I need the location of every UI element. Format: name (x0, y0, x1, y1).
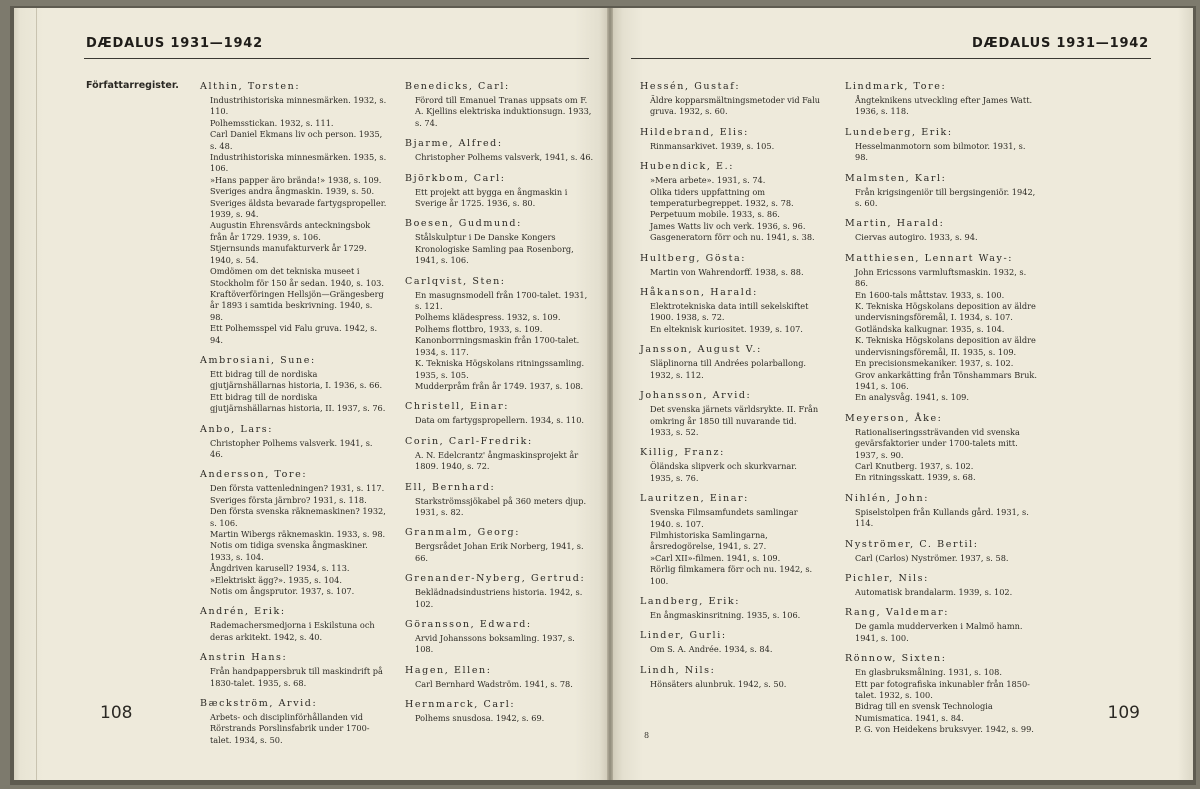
index-entry (405, 400, 595, 426)
article-reference: Polhemsstickan. 1932, s. 111. (210, 117, 334, 128)
page-number-left: 108 (100, 703, 133, 723)
article-reference: »Carl XII»-filmen. 1941, s. 109. (650, 552, 781, 563)
article-reference: Industrihistoriska minnesmärken. 1935, s. 106. (210, 152, 387, 174)
article-reference: Elektrotekniska data intill sekelskiftet 1900. 1938, s. 72. (650, 301, 809, 323)
article-reference: Beklädnadsindustriens historia. 1942, s. 102. (415, 587, 583, 609)
index-entry (845, 652, 1041, 735)
author-name: Rönnow, Sixten: (845, 653, 947, 665)
article-reference: K. Tekniska Högskolans deposition av äldre undervisningsföremål, II. 1935, s. 109. (855, 335, 1036, 357)
article-reference: Notis om ångsprutor. 1937, s. 107. (210, 586, 355, 597)
article-reference: Äldre kopparsmältningsmetoder vid Falu gruva. 1932, s. 60. (650, 95, 821, 117)
author-name: Hildebrand, Elis: (640, 126, 749, 138)
index-column-1 (200, 80, 388, 754)
index-entry (405, 172, 595, 210)
index-entry (640, 664, 821, 690)
index-entry (640, 446, 821, 484)
article-reference: Det svenska järnets världsrykte. II. Från omkring år 1850 till nuvarande tid. 1933, s. 52. (650, 404, 819, 437)
article-reference: En analysvåg. 1941, s. 109. (855, 392, 969, 403)
article-reference: John Ericssons varmluftsmaskin. 1932, s. 86. (855, 266, 1027, 289)
article-reference: Carl Bernhard Wadström. 1941, s. 78. (415, 678, 573, 689)
article-reference: Martin von Wahrendorff. 1938, s. 88. (650, 266, 804, 277)
article-reference: En 1600-tals måttstav. 1933, s. 100. (855, 289, 1005, 300)
author-name: Meyerson, Åke: (845, 412, 943, 424)
index-entry (405, 572, 595, 610)
article-reference: Gasgeneratorn förr och nu. 1941, s. 38. (650, 232, 815, 243)
index-entry (200, 80, 388, 346)
index-entry (200, 605, 388, 643)
article-reference: Kanonborrningsmaskin från 1700-talet. 1934, s. 117. (415, 335, 580, 357)
article-reference: Kraftöverföringen Hellsjön—Grängesberg år 1893 i samtida beskrivning. 1940, s. 98. (210, 288, 384, 322)
article-reference: Hönsäters alunbruk. 1942, s. 50. (650, 678, 787, 689)
index-entry (845, 492, 1041, 530)
index-entry (405, 137, 595, 163)
article-reference: Notis om tidiga svenska ångmaskiner. 1933, s. 104. (210, 540, 368, 562)
author-name: Jansson, August V.: (640, 344, 762, 356)
article-reference: Starkströmssjökabel på 360 meters djup. 1931, s. 82. (415, 495, 587, 517)
article-reference: Automatisk brandalarm. 1939, s. 102. (855, 586, 1013, 597)
article-reference: Carl Daniel Ekmans liv och person. 1935, s. 48. (210, 129, 383, 151)
index-entry (405, 275, 595, 393)
article-reference: Christopher Polhems valsverk. 1941, s. 46. (210, 437, 373, 459)
index-entry (640, 595, 821, 621)
article-reference: K. Tekniska Högskolans ritningssamling. 1935, s. 105. (415, 358, 585, 380)
index-entry (200, 697, 388, 746)
index-column-3 (640, 80, 821, 698)
article-reference: En glasbruksmålning. 1931, s. 108. (855, 667, 1002, 678)
index-entry (845, 538, 1041, 564)
index-entry (845, 572, 1041, 598)
article-reference: Polhems flottbro, 1933, s. 109. (415, 323, 543, 334)
author-name: Göransson, Edward: (405, 618, 532, 630)
header-rule-left (84, 58, 589, 59)
index-entry (845, 217, 1041, 243)
index-entry (405, 481, 595, 519)
article-reference: Ett Polhemsspel vid Falu gruva. 1942, s. 94. (210, 323, 378, 345)
article-reference: Polhems klädespress. 1932, s. 109. (415, 312, 561, 323)
article-reference: Augustin Ehrensvärds anteckningsbok från år 1729. 1939, s. 106. (210, 220, 371, 242)
article-reference: Öländska slipverk och skurkvarnar. 1935, s. 76. (650, 461, 797, 483)
article-reference: Sveriges första järnbro? 1931, s. 118. (210, 494, 367, 505)
article-reference: Stålskulptur i De Danske Kongers Kronologiske Samling paa Rosenborg, 1941, s. 106. (415, 232, 574, 266)
index-entry (405, 664, 595, 690)
article-reference: Omdömen om det tekniska museet i Stockholm för 150 år sedan. 1940, s. 103. (210, 266, 384, 288)
article-reference: »Hans papper äro brända!» 1938, s. 109. (210, 174, 382, 185)
index-entry (845, 172, 1041, 210)
author-name: Nyströmer, C. Bertil: (845, 538, 979, 550)
index-entry (200, 423, 388, 461)
index-column-2 (405, 80, 595, 733)
article-reference: Carl Knutberg. 1937, s. 102. (855, 460, 974, 471)
signature-mark: 8 (644, 731, 650, 740)
index-entry (640, 389, 821, 438)
running-header-left: DÆDALUS 1931—1942 (86, 36, 263, 51)
author-name: Benedicks, Carl: (405, 81, 510, 92)
article-reference: Martin Wibergs räknemaskin. 1933, s. 98. (210, 529, 386, 539)
author-name: Johansson, Arvid: (640, 390, 752, 402)
author-name: Hagen, Ellen: (405, 664, 492, 676)
author-name: Carlqvist, Sten: (405, 275, 506, 287)
article-reference: Rinmansarkivet. 1939, s. 105. (650, 140, 775, 151)
article-reference: Arbets- och disciplinförhållanden vid Rörstrands Porslinsfabrik under 1700-talet. 1934, s. 50. (210, 712, 370, 745)
index-entry (200, 651, 388, 689)
left-page (14, 8, 607, 780)
index-entry (640, 492, 821, 587)
article-reference: Bidrag till en svensk Technologia Numismatica. 1941, s. 84. (855, 701, 993, 723)
article-reference: A. N. Edelcrantz' ångmaskinsprojekt år 1809. 1940, s. 72. (415, 449, 579, 472)
index-entry (640, 252, 821, 278)
author-name: Bjarme, Alfred: (405, 138, 503, 150)
author-name: Pichler, Nils: (845, 572, 929, 584)
article-reference: Sveriges andra ångmaskin. 1939, s. 50. (210, 186, 375, 197)
article-reference: Ångdriven karusell? 1934, s. 113. (210, 563, 350, 574)
article-reference: Olika tiders uppfattning om temperaturbegreppet. 1932, s. 78. (650, 186, 794, 209)
article-reference: Ett par fotografiska inkunabler från 1850-talet. 1932, s. 100. (855, 678, 1030, 700)
index-entry (200, 354, 388, 415)
index-column-4 (845, 80, 1041, 744)
author-name: Hubendick, E.: (640, 161, 735, 173)
author-name: Andersson, Tore: (200, 469, 308, 481)
article-reference: Ett bidrag till de nordiska gjutjärnshällarnas historia, II. 1937, s. 76. (210, 391, 386, 414)
article-reference: Industrihistoriska minnesmärken. 1932, s. 110. (210, 95, 387, 117)
index-entry (200, 468, 388, 597)
index-entry (845, 606, 1041, 644)
author-name: Boesen, Gudmund: (405, 218, 522, 230)
article-reference: K. Tekniska Högskolans deposition av äldre undervisningsföremål, I. 1934, s. 107. (855, 301, 1036, 323)
index-entry (845, 126, 1041, 164)
article-reference: En elteknisk kuriositet. 1939, s. 107. (650, 323, 803, 334)
article-reference: Grov ankarkätting från Tönshammars Bruk. 1941, s. 106. (855, 369, 1037, 391)
author-name: Anstrin Hans: (200, 652, 288, 664)
article-reference: En ritningsskatt. 1939, s. 68. (855, 472, 976, 483)
right-page (613, 8, 1193, 780)
author-name: Lundeberg, Erik: (845, 126, 953, 138)
author-name: Rang, Valdemar: (845, 607, 950, 619)
article-reference: P. G. von Heidekens bruksvyer. 1942, s. 99. (855, 724, 1034, 735)
article-reference: Ciervas autogiro. 1933, s. 94. (855, 232, 978, 243)
author-name: Linder, Gurli: (640, 630, 727, 642)
article-reference: En ångmaskinsritning. 1935, s. 106. (650, 609, 801, 620)
author-name: Lauritzen, Einar: (640, 493, 749, 505)
article-reference: Spiselstolpen från Kullands gård. 1931, s. 114. (855, 506, 1029, 529)
index-entry (640, 286, 821, 335)
author-name: Killig, Franz: (640, 447, 725, 459)
article-reference: Rationaliseringssträvanden vid svenska gevärsfaktorier under 1700-talets mitt. 1937, s. 90. (855, 426, 1020, 460)
author-name: Landberg, Erik: (640, 595, 741, 607)
article-reference: En masugnsmodell från 1700-talet. 1931, s. 121. (415, 289, 588, 312)
article-reference: Ett projekt att bygga en ångmaskin i Sverige år 1725. 1936, s. 80. (415, 186, 568, 209)
author-name: Christell, Einar: (405, 401, 510, 413)
index-entry (845, 412, 1041, 484)
article-reference: Rörlig filmkamera förr och nu. 1942, s. 100. (650, 564, 813, 586)
author-name: Martin, Harald: (845, 218, 945, 230)
article-reference: Carl (Carlos) Nyströmer. 1937, s. 58. (855, 552, 1009, 563)
article-reference: Polhems snusdosa. 1942, s. 69. (415, 713, 545, 724)
page-number-right: 109 (1107, 703, 1140, 723)
article-reference: Mudderpråm från år 1749. 1937, s. 108. (415, 380, 584, 391)
author-name: Granmalm, Georg: (405, 527, 521, 539)
article-reference: James Watts liv och verk. 1936, s. 96. (650, 220, 806, 231)
index-entry (405, 217, 595, 266)
index-entry (405, 618, 595, 656)
article-reference: Förord till Emanuel Tranas uppsats om F. A. Kjellins elektriska induktionsugn. 1933, s. 74. (415, 95, 592, 128)
article-reference: Rademachersmedjorna i Eskilstuna och deras arkitekt. 1942, s. 40. (210, 620, 375, 642)
author-name: Ell, Bernhard: (405, 481, 496, 493)
article-reference: »Elektriskt ägg?». 1935, s. 104. (210, 574, 342, 585)
author-name: Andrén, Erik: (200, 606, 286, 618)
article-reference: Från handpappersbruk till maskindrift på 1830-talet. 1935, s. 68. (210, 666, 383, 688)
author-name: Lindmark, Tore: (845, 81, 947, 92)
article-reference: Christopher Polhems valsverk, 1941, s. 46. (415, 152, 594, 163)
index-entry (640, 160, 821, 243)
article-reference: Den första vattenledningen? 1931, s. 117. (210, 483, 385, 494)
index-entry (405, 80, 595, 129)
index-entry (405, 698, 595, 724)
article-reference: Data om fartygspropellern. 1934, s. 110. (415, 415, 585, 426)
author-name: Althin, Torsten: (200, 81, 301, 92)
author-name: Grenander-Nyberg, Gertrud: (405, 573, 586, 585)
author-name: Matthiesen, Lennart Way-: (845, 252, 1014, 264)
header-rule-right (631, 58, 1151, 59)
author-name: Malmsten, Karl: (845, 172, 947, 184)
section-label: Författarregister. (86, 80, 179, 91)
article-reference: En precisionsmekaniker. 1937, s. 102. (855, 358, 1014, 369)
author-name: Ambrosiani, Sune: (200, 354, 316, 366)
article-reference: Sveriges äldsta bevarade fartygspropeller. 1939, s. 94. (210, 197, 387, 220)
article-reference: Perpetuum mobile. 1933, s. 86. (650, 209, 780, 220)
article-reference: Ett bidrag till de nordiska gjutjärnshällarnas historia, I. 1936, s. 66. (210, 368, 383, 391)
article-reference: Stjernsunds manufakturverk år 1729. 1940, s. 54. (210, 243, 367, 265)
author-name: Nihlén, John: (845, 492, 930, 504)
article-reference: Från krigsingeniör till bergsingeniör. 1942, s. 60. (855, 186, 1036, 209)
article-reference: De gamla mudderverken i Malmö hamn. 1941, s. 100. (855, 621, 1023, 643)
article-reference: Om S. A. Andrée. 1934, s. 84. (650, 644, 773, 655)
page-edge-line (36, 8, 37, 780)
article-reference: Bergsrådet Johan Erik Norberg, 1941, s. 66. (415, 541, 584, 563)
article-reference: »Mera arbete». 1931, s. 74. (650, 175, 766, 186)
author-name: Håkanson, Harald: (640, 287, 758, 299)
index-entry (845, 252, 1041, 404)
index-entry (845, 80, 1041, 118)
article-reference: Gotländska kalkugnar. 1935, s. 104. (855, 323, 1005, 334)
author-name: Björkbom, Carl: (405, 172, 506, 184)
index-entry (405, 526, 595, 564)
index-entry (405, 435, 595, 473)
running-header-right: DÆDALUS 1931—1942 (972, 36, 1149, 51)
author-name: Hessén, Gustaf: (640, 81, 741, 92)
article-reference: Släplinorna till Andrées polarballong. 1932, s. 112. (650, 358, 807, 380)
article-reference: Arvid Johanssons boksamling. 1937, s. 108. (415, 632, 575, 655)
index-entry (640, 343, 821, 381)
index-entry (640, 80, 821, 118)
author-name: Hultberg, Gösta: (640, 252, 747, 264)
article-reference: Filmhistoriska Samlingarna, årsredogörelse, 1941, s. 27. (650, 529, 768, 552)
author-name: Anbo, Lars: (200, 423, 274, 435)
author-name: Lindh, Nils: (640, 664, 716, 676)
index-entry (640, 126, 821, 152)
article-reference: Svenska Filmsamfundets samlingar 1940. s. 107. (650, 507, 798, 529)
author-name: Bæckström, Arvid: (200, 698, 318, 710)
author-name: Hernmarck, Carl: (405, 699, 516, 711)
article-reference: Hesselmanmotorn som bilmotor. 1931, s. 98. (855, 140, 1026, 163)
article-reference: Ångteknikens utveckling efter James Watt. 1936, s. 118. (855, 95, 1033, 117)
article-reference: Den första svenska räknemaskinen? 1932, s. 106. (210, 506, 386, 528)
author-name: Corin, Carl-Fredrik: (405, 435, 533, 447)
index-entry (640, 629, 821, 655)
